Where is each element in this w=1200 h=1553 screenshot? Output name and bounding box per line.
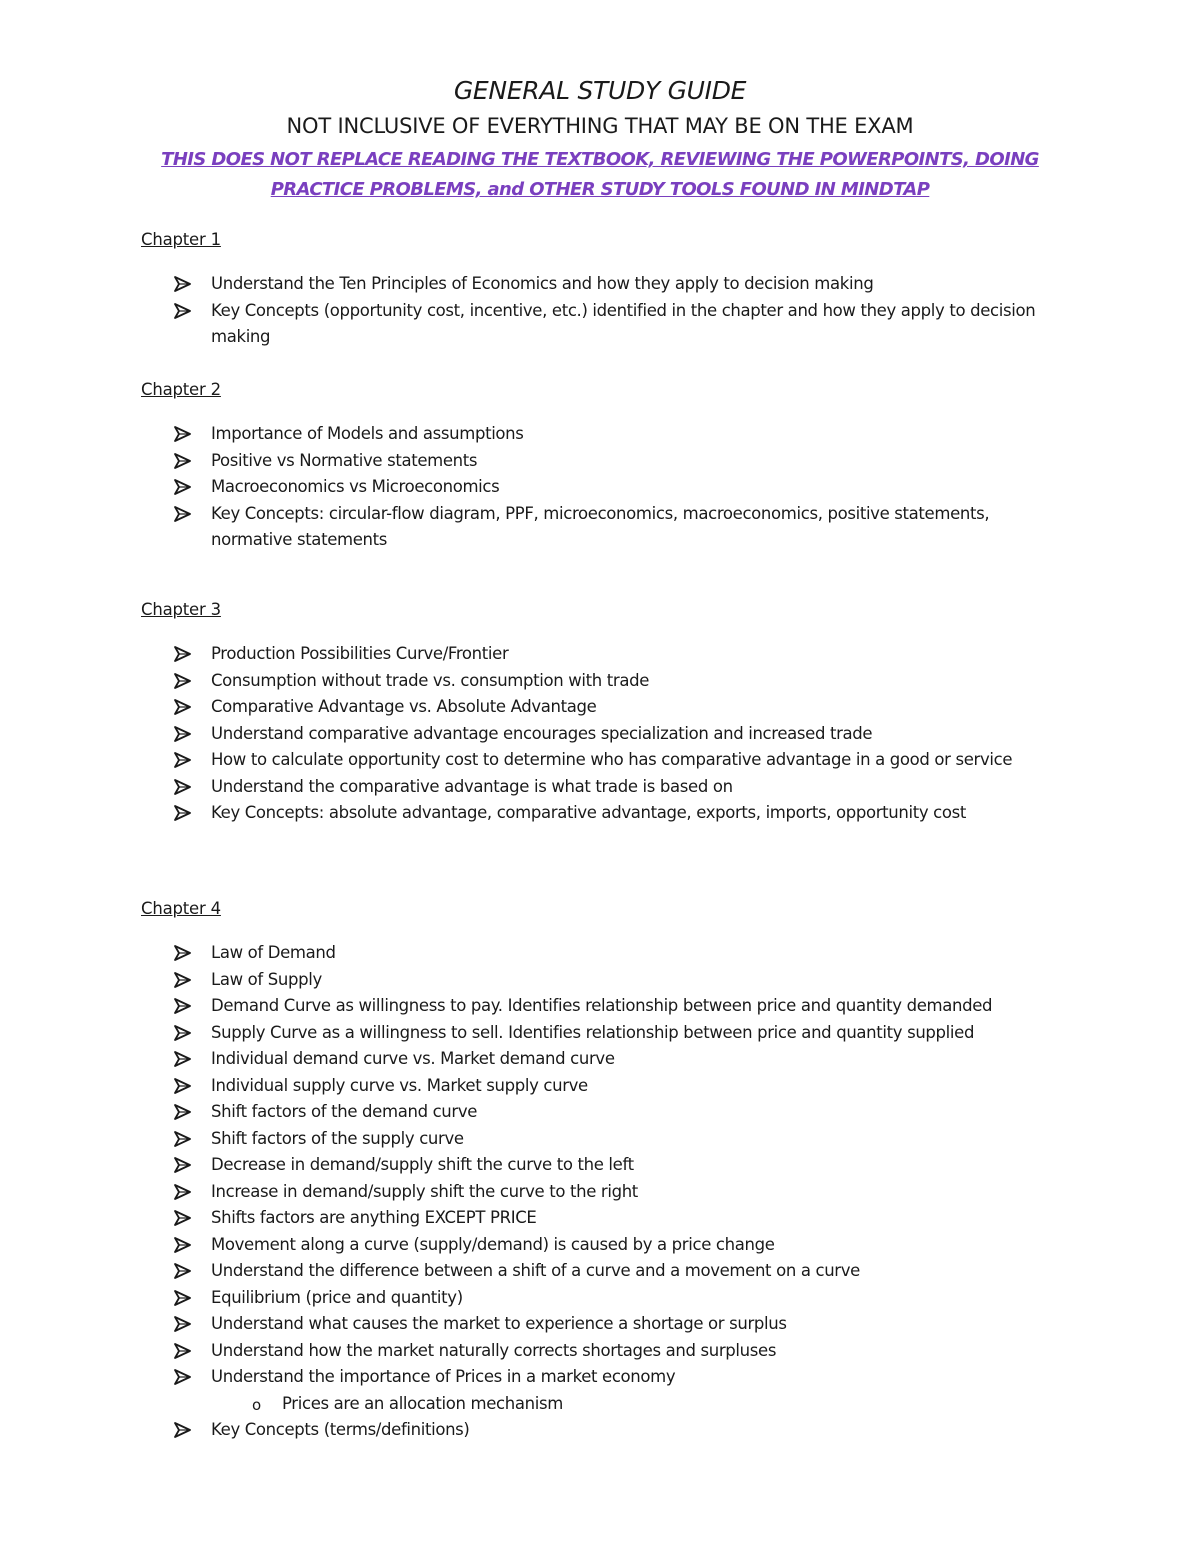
arrow-bullet-icon bbox=[174, 298, 194, 324]
arrow-bullet-icon bbox=[174, 1338, 194, 1364]
arrow-bullet-icon bbox=[174, 993, 194, 1019]
arrow-bullet-icon bbox=[174, 1073, 194, 1099]
list-item: Importance of Models and assumptions bbox=[174, 421, 1074, 448]
list-item: Law of Supply bbox=[174, 967, 1074, 994]
list-item: Positive vs Normative statements bbox=[174, 448, 1074, 475]
list-item: Shifts factors are anything EXCEPT PRICE bbox=[174, 1205, 1074, 1232]
arrow-bullet-icon bbox=[174, 747, 194, 773]
arrow-bullet-icon bbox=[174, 1099, 194, 1125]
arrow-bullet-icon bbox=[174, 448, 194, 474]
list-item: Key Concepts (terms/definitions) bbox=[174, 1417, 1074, 1444]
list-item: Understand the difference between a shift of a curve and a movement on a curve bbox=[174, 1258, 1074, 1285]
arrow-bullet-icon bbox=[174, 1046, 194, 1072]
list-item: Consumption without trade vs. consumption with trade bbox=[174, 668, 1074, 695]
list-item: Key Concepts (opportunity cost, incentive, etc.) identified in the chapter and how they apply to decision making bbox=[174, 298, 1074, 351]
list-item: Decrease in demand/supply shift the curve to the left bbox=[174, 1152, 1074, 1179]
list-item: Individual demand curve vs. Market demand curve bbox=[174, 1046, 1074, 1073]
list-item: Understand the Ten Principles of Economics and how they apply to decision making bbox=[174, 271, 1074, 298]
arrow-bullet-icon bbox=[174, 641, 194, 667]
sub-list-item: o Prices are an allocation mechanism bbox=[174, 1391, 1074, 1418]
chapter-2-heading: Chapter 2 bbox=[141, 380, 221, 399]
list-item: How to calculate opportunity cost to determine who has comparative advantage in a good or service bbox=[174, 747, 1074, 774]
arrow-bullet-icon bbox=[174, 1232, 194, 1258]
arrow-bullet-icon bbox=[174, 1311, 194, 1337]
disclaimer-line-2: PRACTICE PROBLEMS, and OTHER STUDY TOOLS FOUND IN MINDTAP bbox=[270, 179, 930, 200]
page-subtitle: NOT INCLUSIVE OF EVERYTHING THAT MAY BE ON THE EXAM bbox=[286, 114, 914, 138]
arrow-bullet-icon bbox=[174, 1258, 194, 1284]
list-item: Individual supply curve vs. Market supply curve bbox=[174, 1073, 1074, 1100]
list-item: Understand comparative advantage encourages specialization and increased trade bbox=[174, 721, 1074, 748]
list-item: Comparative Advantage vs. Absolute Advantage bbox=[174, 694, 1074, 721]
arrow-bullet-icon bbox=[174, 1126, 194, 1152]
chapter-3-heading: Chapter 3 bbox=[141, 600, 221, 619]
arrow-bullet-icon bbox=[174, 1020, 194, 1046]
disclaimer-line-1: THIS DOES NOT REPLACE READING THE TEXTBOOK, REVIEWING THE POWERPOINTS, DOING bbox=[161, 149, 1039, 170]
list-item: Understand how the market naturally corrects shortages and surpluses bbox=[174, 1338, 1074, 1365]
arrow-bullet-icon bbox=[174, 421, 194, 447]
list-item: Shift factors of the supply curve bbox=[174, 1126, 1074, 1153]
list-item: Demand Curve as willingness to pay. Identifies relationship between price and quantity demanded bbox=[174, 993, 1074, 1020]
list-item: Macroeconomics vs Microeconomics bbox=[174, 474, 1074, 501]
arrow-bullet-icon bbox=[174, 940, 194, 966]
page-title: GENERAL STUDY GUIDE bbox=[453, 76, 747, 105]
chapter-1-heading: Chapter 1 bbox=[141, 230, 221, 249]
list-item: Supply Curve as a willingness to sell. Identifies relationship between price and quantity supplied bbox=[174, 1020, 1074, 1047]
disclaimer-notice bbox=[130, 145, 1070, 205]
circle-bullet-icon: o bbox=[252, 1395, 261, 1414]
arrow-bullet-icon bbox=[174, 271, 194, 297]
list-item: Increase in demand/supply shift the curve to the right bbox=[174, 1179, 1074, 1206]
arrow-bullet-icon bbox=[174, 1152, 194, 1178]
list-item: Movement along a curve (supply/demand) is caused by a price change bbox=[174, 1232, 1074, 1259]
list-item: Equilibrium (price and quantity) bbox=[174, 1285, 1074, 1312]
arrow-bullet-icon bbox=[174, 694, 194, 720]
list-item: Shift factors of the demand curve bbox=[174, 1099, 1074, 1126]
arrow-bullet-icon bbox=[174, 474, 194, 500]
arrow-bullet-icon bbox=[174, 1285, 194, 1311]
list-item: Production Possibilities Curve/Frontier bbox=[174, 641, 1074, 668]
list-item: Law of Demand bbox=[174, 940, 1074, 967]
chapter-4-heading: Chapter 4 bbox=[141, 899, 221, 918]
arrow-bullet-icon bbox=[174, 1179, 194, 1205]
arrow-bullet-icon bbox=[174, 967, 194, 993]
chapter-1-list bbox=[174, 271, 1074, 351]
arrow-bullet-icon bbox=[174, 501, 194, 527]
chapter-3-list bbox=[174, 641, 1074, 827]
list-item: Understand what causes the market to experience a shortage or surplus bbox=[174, 1311, 1074, 1338]
arrow-bullet-icon bbox=[174, 1364, 194, 1390]
arrow-bullet-icon bbox=[174, 1205, 194, 1231]
list-item: Understand the comparative advantage is what trade is based on bbox=[174, 774, 1074, 801]
arrow-bullet-icon bbox=[174, 800, 194, 826]
chapter-4-list bbox=[174, 940, 1074, 1444]
list-item: Key Concepts: absolute advantage, comparative advantage, exports, imports, opportunity cost bbox=[174, 800, 1074, 827]
arrow-bullet-icon bbox=[174, 721, 194, 747]
arrow-bullet-icon bbox=[174, 1417, 194, 1443]
arrow-bullet-icon bbox=[174, 668, 194, 694]
chapter-2-list bbox=[174, 421, 1074, 554]
list-item: Understand the importance of Prices in a market economy bbox=[174, 1364, 1074, 1391]
arrow-bullet-icon bbox=[174, 774, 194, 800]
list-item: Key Concepts: circular-flow diagram, PPF, microeconomics, macroeconomics, positive statements, normative statements bbox=[174, 501, 1074, 554]
